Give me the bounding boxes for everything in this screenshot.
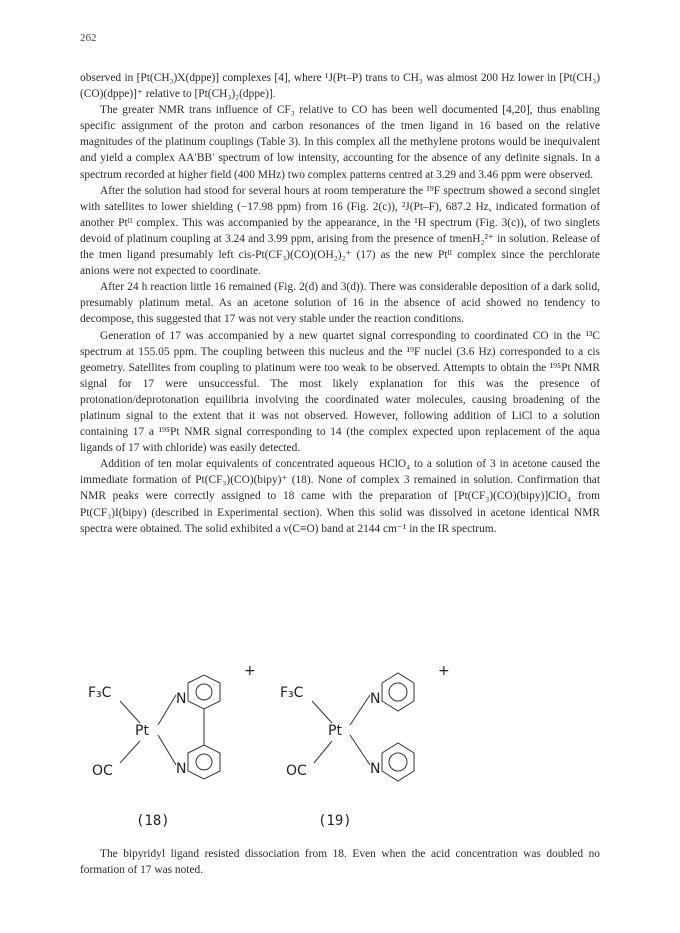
structures-svg xyxy=(80,655,600,840)
paragraph: After 24 h reaction little 16 remained (Fig. 2(d) and 3(d)). There was considerable deposition of a dark solid, presumably platinum metal. As an acetone solution of 16 in the absence of acid showed no tendency to decompose, this suggested that 17 was not very stable under the reaction conditions. xyxy=(80,281,600,326)
paragraph: The bipyridyl ligand resisted dissociation from 18. Even when the acid concentration was doubled no formation of 17 was noted. xyxy=(80,848,600,877)
paragraph: Generation of 17 was accompanied by a new quartet signal corresponding to coordinated CO in the ¹³C spectrum at 155.05 ppm. The coupling between this nucleus and the ¹⁹F nuclei (3.6 Hz) corresponded to a cis geometry. Satellites from coupling to platinum were too weak to be observed. Attempts to obtain the ¹⁹⁵Pt NMR signal for 17 were unsuccessful. The most likely explanation for this was the presence of protonation/deprotonation equilibria involving the coordinated water molecules, causing broadening of the platinum signal to the extent that it was not observed. However, following addition of LiCl to a solution containing 17 a ¹⁹⁵Pt NMR signal corresponding to 14 (the complex expected upon replacement of the aqua ligands of 17 with chloride) was easily detected. xyxy=(80,329,600,455)
bond xyxy=(120,701,140,723)
bond xyxy=(312,701,332,723)
paragraph: Addition of ten molar equivalents of concentrated aqueous HClO₄ to a solution of 3 in acetone caused the immediate formation of Pt(CF₃)(CO)(bipy)⁺ (18). None of complex 3 remained in solution. Confirmation that NMR peaks were correctly assigned to 18 came with the preparation of [Pt(CF₃)(CO)(bipy)]ClO₄ from Pt(CF₃)I(bipy) (described in Experimental section). When this solid was dissolved in acetone identical NMR spectra were obtained. The solid exhibited a ν(C≡O) band at 2144 cm⁻¹ in the IR spectrum. xyxy=(80,458,600,535)
pt-label: Pt xyxy=(328,723,342,739)
n-label-bottom: N xyxy=(370,761,381,777)
bond xyxy=(314,741,332,763)
bipy-ring-bottom xyxy=(188,745,220,779)
bond xyxy=(158,695,176,725)
body-text xyxy=(80,70,600,537)
n-label-top: N xyxy=(176,691,187,707)
charge-label: + xyxy=(438,663,450,679)
f3c-label: F₃C xyxy=(88,685,112,701)
paragraph: observed in [Pt(CH₃)X(dppe)] complexes [4], where ¹J(Pt–P) trans to CH₃ was almost 200 Hz lower in [Pt(CH₃)(CO)(dppe)]⁺ relative to [Pt(CH₃)₂(dppe)]. xyxy=(80,72,600,101)
figure-label-18: (18) xyxy=(136,813,170,829)
oc-label: OC xyxy=(92,763,113,779)
bond xyxy=(120,741,140,763)
page-number: 262 xyxy=(80,32,97,44)
structure-19 xyxy=(280,663,450,829)
pyridine-ring-bottom xyxy=(382,743,414,781)
closing-text xyxy=(80,846,600,878)
aromatic-ring-circle xyxy=(389,753,407,771)
paragraph: After the solution had stood for several hours at room temperature the ¹⁹F spectrum showed a second singlet with satellites to lower shielding (−17.98 ppm) from 16 (Fig. 2(c)), ²J(Pt–F), 687.2 Hz, indicated formation of another Ptᴵᴵ complex. This was accompanied by the appearance, in the ¹H spectrum (Fig. 3(c)), of two singlets devoid of platinum coupling at 3.24 and 3.99 ppm, arising from the presence of tmenH₂²⁺ in solution. Release of the tmen ligand presumably left cis-Pt(CF₃)(CO)(OH₂)₂⁺ (17) as the new Ptᴵᴵ complex since the perchlorate anions were not expected to coordinate. xyxy=(80,184,600,278)
aromatic-ring-circle xyxy=(196,684,212,700)
pyridine-ring-top xyxy=(382,673,414,711)
aromatic-ring-circle xyxy=(389,683,407,701)
figure-label-19: (19) xyxy=(318,813,352,829)
n-label-bottom: N xyxy=(176,761,187,777)
n-label-top: N xyxy=(370,691,381,707)
chemical-structures-figure xyxy=(80,655,600,840)
bond xyxy=(350,735,370,765)
aromatic-ring-circle xyxy=(196,754,212,770)
charge-label: + xyxy=(244,663,256,679)
bipy-ring-top xyxy=(188,675,220,709)
f3c-label: F₃C xyxy=(280,685,304,701)
bond xyxy=(158,735,176,765)
pt-label: Pt xyxy=(135,723,149,739)
paragraph: The greater NMR trans influence of CF₃ relative to CO has been well documented [4,20], thus enabling specific assignment of the proton and carbon resonances of the tmen ligand in 16 based on the relative magnitudes of the platinum couplings (Table 3). In this complex all the methylene protons would be inequivalent and yield a complex AA′BB′ spectrum of low intensity, accounting for the absence of any definite signals. In a spectrum recorded at higher field (400 MHz) two complex patterns centred at 3.29 and 3.46 ppm were observed. xyxy=(80,104,600,181)
structure-18 xyxy=(88,663,256,829)
oc-label: OC xyxy=(286,763,307,779)
bond xyxy=(350,695,370,725)
